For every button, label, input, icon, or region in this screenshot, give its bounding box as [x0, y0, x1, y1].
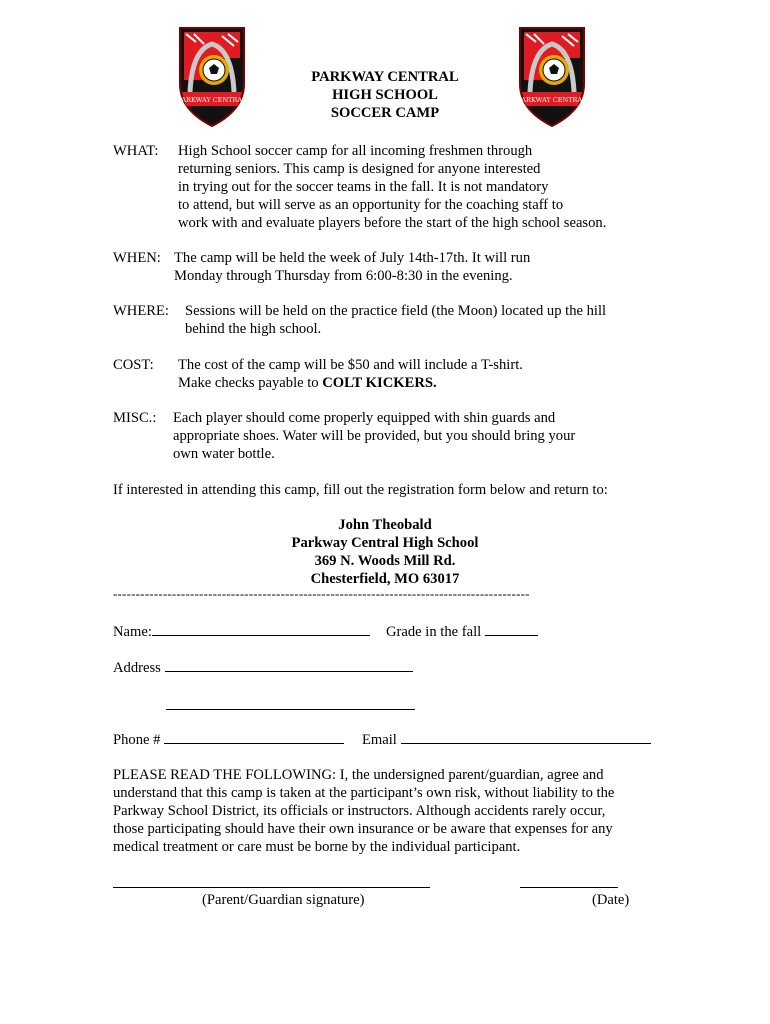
- name-label: Name:: [113, 624, 152, 640]
- title-line-3: SOCCER CAMP: [330, 105, 440, 121]
- cost-label: COST:: [113, 357, 154, 373]
- address-line: John Theobald: [338, 517, 432, 533]
- name-blank[interactable]: [152, 623, 370, 636]
- address-line: Parkway Central High School: [291, 535, 479, 551]
- address-blank-2[interactable]: [166, 708, 415, 710]
- address-line: 369 N. Woods Mill Rd.: [314, 553, 456, 569]
- cost-payable-prefix: Make checks payable to: [178, 375, 323, 391]
- misc-line: own water bottle.: [173, 446, 275, 462]
- what-line: High School soccer camp for all incoming freshmen through: [178, 143, 533, 159]
- instruction-text: If interested in attending this camp, fill out the registration form below and return to:: [113, 482, 608, 498]
- cost-body: [178, 356, 523, 392]
- crest-logo-right: [512, 22, 592, 128]
- title-line-1: PARKWAY CENTRAL: [311, 69, 459, 85]
- what-body: [178, 142, 606, 232]
- signature-label: (Parent/Guardian signature): [202, 892, 365, 908]
- waiver-line: those participating should have their own insurance or be aware that expenses for any: [113, 821, 613, 837]
- signature-line[interactable]: [113, 886, 430, 888]
- cost-line: [178, 374, 523, 392]
- cost-line: The cost of the camp will be $50 and will include a T-shirt.: [178, 357, 523, 373]
- address-line: Chesterfield, MO 63017: [310, 571, 460, 587]
- grade-field[interactable]: [386, 623, 538, 641]
- when-body: [174, 249, 530, 285]
- misc-body: [173, 409, 575, 463]
- misc-line: Each player should come properly equipped with shin guards and: [173, 410, 556, 426]
- what-line: to attend, but will serve as an opportunity for the coaching staff to: [178, 197, 564, 213]
- date-line[interactable]: [520, 886, 618, 888]
- grade-blank[interactable]: [485, 623, 538, 636]
- where-line: behind the high school.: [185, 321, 322, 337]
- name-field[interactable]: [113, 623, 370, 641]
- waiver-line: understand that this camp is taken at the participant’s own risk, without liability to the: [113, 785, 615, 801]
- return-address: [220, 516, 550, 588]
- phone-label: Phone #: [113, 732, 161, 748]
- phone-field[interactable]: [113, 731, 344, 749]
- date-label: (Date): [592, 892, 630, 908]
- where-label: WHERE:: [113, 303, 169, 319]
- when-line: The camp will be held the week of July 14th-17th. It will run: [174, 250, 531, 266]
- where-body: [185, 302, 606, 338]
- when-line: Monday through Thursday from 6:00-8:30 in the evening.: [174, 268, 513, 284]
- waiver-line: medical treatment or care must be borne by the individual participant.: [113, 839, 521, 855]
- waiver-line: Parkway School District, its officials or instructors. Although accidents rarely occur,: [113, 803, 606, 819]
- address-label: Address: [113, 660, 161, 676]
- misc-line: appropriate shoes. Water will be provided, but you should bring your: [173, 428, 576, 444]
- what-line: returning seniors. This camp is designed for anyone interested: [178, 161, 541, 177]
- what-label: WHAT:: [113, 143, 159, 159]
- what-line: in trying out for the soccer teams in the fall. It is not mandatory: [178, 179, 549, 195]
- crest-text: PARKWAY CENTRAL: [517, 96, 587, 104]
- title-line-2: HIGH SCHOOL: [332, 87, 438, 103]
- address-blank-1[interactable]: [165, 659, 413, 672]
- address-field[interactable]: [113, 659, 413, 677]
- what-line: work with and evaluate players before the start of the high school season.: [178, 215, 607, 231]
- grade-label: Grade in the fall: [386, 624, 482, 640]
- misc-label: MISC.:: [113, 410, 157, 426]
- page-title: [270, 68, 500, 122]
- cut-line-divider: --------------------------------------------------------------------------------------------: [113, 586, 530, 601]
- crest-logo-left: [172, 22, 252, 128]
- when-label: WHEN:: [113, 250, 161, 266]
- crest-text: PARKWAY CENTRAL: [177, 96, 247, 104]
- waiver-line: PLEASE READ THE FOLLOWING: I, the undersigned parent/guardian, agree and: [113, 767, 604, 783]
- where-line: Sessions will be held on the practice field (the Moon) located up the hill: [185, 303, 607, 319]
- email-field[interactable]: [362, 731, 651, 749]
- email-blank[interactable]: [401, 731, 651, 744]
- phone-blank[interactable]: [164, 731, 344, 744]
- waiver-text: [113, 766, 614, 856]
- email-label: Email: [362, 732, 397, 748]
- payee-name: COLT KICKERS.: [322, 375, 437, 391]
